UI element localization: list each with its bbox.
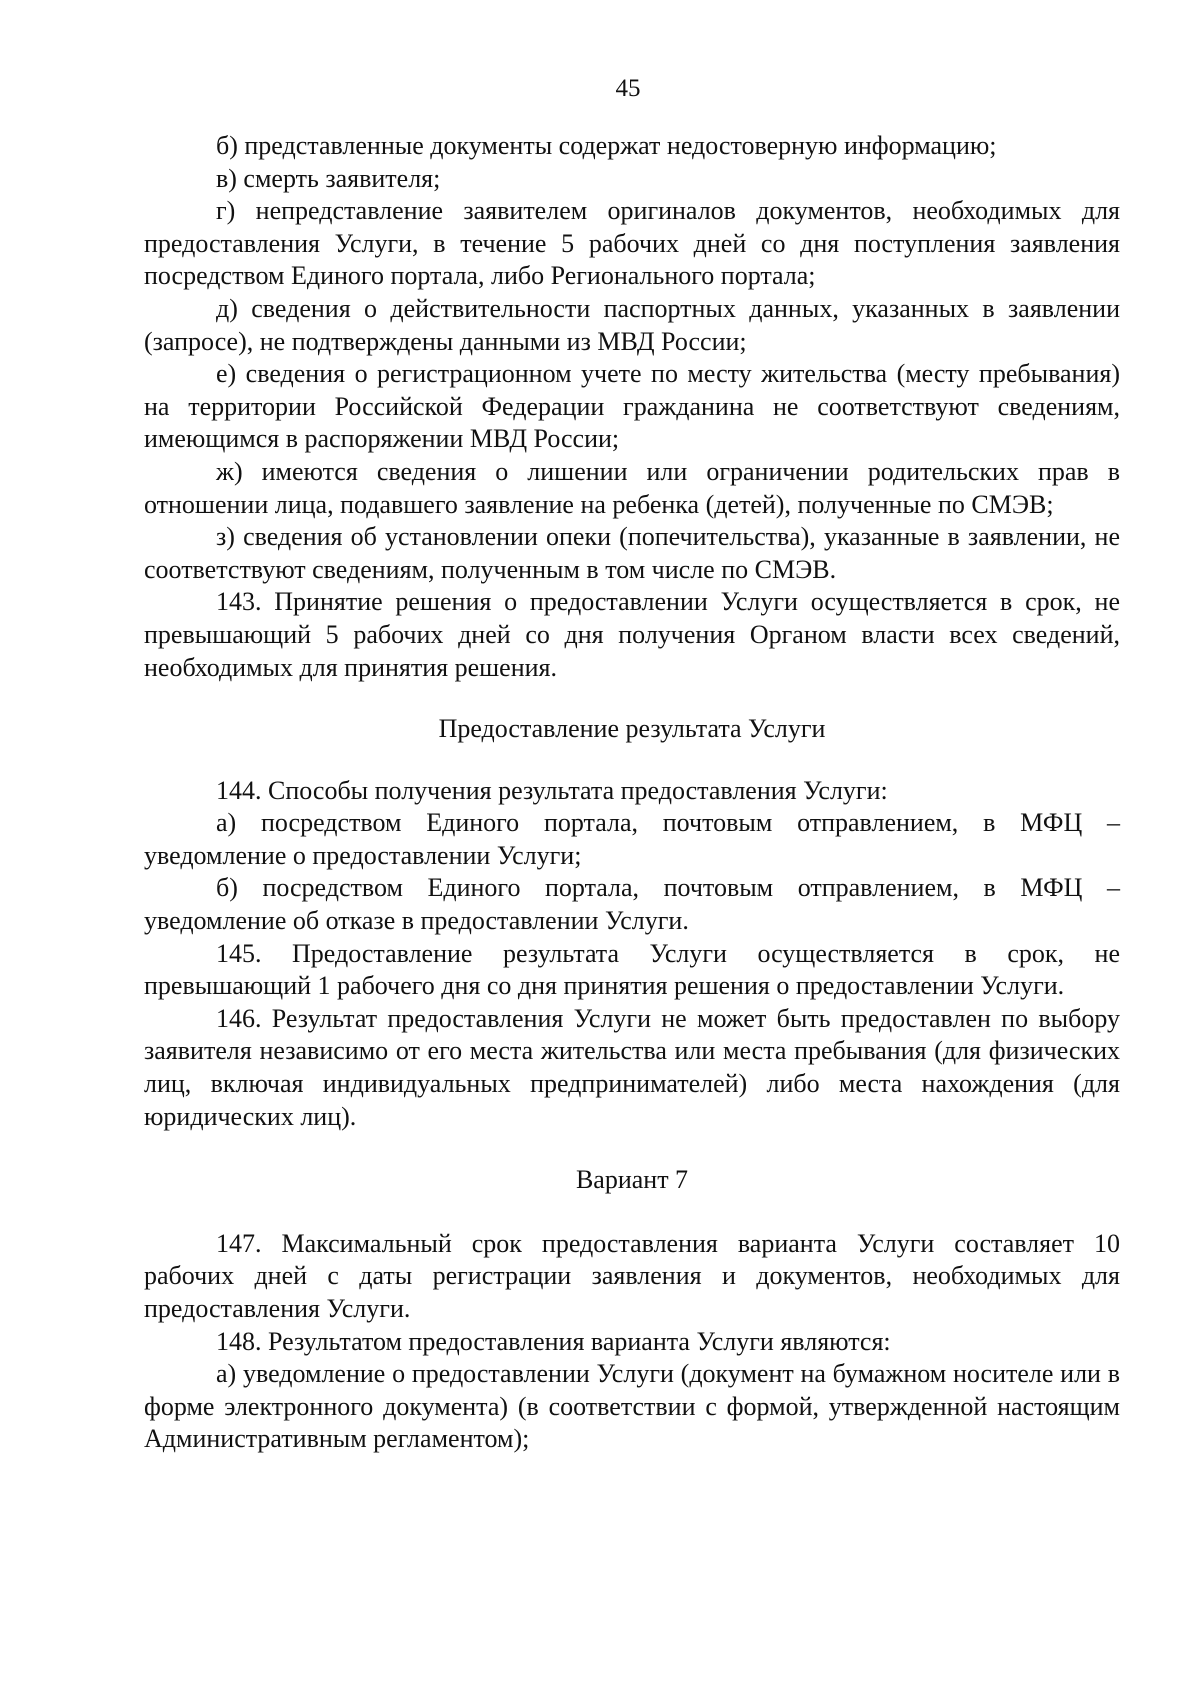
paragraph-143: 143. Принятие решения о предоставлении Услуги осуществляется в срок, не превышающий 5 рабочих дней со дня получения Органом власти всех сведений, необходимых для принятия решения. — [144, 587, 1120, 682]
paragraph-e-registration: е) сведения о регистрационном учете по месту жительства (месту пребывания) на территории Российской Федерации гражданина не соответствуют сведениям, имеющимся в распоряжении МВД России; — [144, 359, 1120, 454]
paragraph-zh-parental-rights: ж) имеются сведения о лишении или ограничении родительских прав в отношении лица, подавшего заявление на ребенка (детей), полученные по СМЭВ; — [144, 456, 1120, 519]
paragraph-145: 145. Предоставление результата Услуги осуществляется в срок, не превышающий 1 рабочего дня со дня принятия решения о предоставлении Услуги. — [144, 938, 1120, 1001]
document-body — [144, 130, 1120, 1456]
section-heading-variant-7: Вариант 7 — [575, 1165, 689, 1195]
paragraph-148: 148. Результатом предоставления варианта Услуги являются: — [216, 1326, 891, 1356]
page-number: 45 — [615, 75, 641, 102]
paragraph-144: 144. Способы получения результата предоставления Услуги: — [216, 775, 888, 805]
paragraph-g-originals: г) непредставление заявителем оригиналов документов, необходимых для предоставления Услуги, в течение 5 рабочих дней со дня поступления заявления посредством Единого портала, либо Регионального портала; — [144, 196, 1120, 291]
section-heading-result: Предоставление результата Услуги — [438, 714, 826, 744]
paragraph-144-b: б) посредством Единого портала, почтовым отправлением, в МФЦ – уведомление об отказе в предоставлении Услуги. — [144, 873, 1120, 936]
paragraph-d-passport: д) сведения о действительности паспортных данных, указанных в заявлении (запросе), не подтверждены данными из МВД России; — [144, 293, 1120, 356]
paragraph-v-death: в) смерть заявителя; — [216, 163, 441, 193]
paragraph-b-unreliable-info: б) представленные документы содержат недостоверную информацию; — [216, 131, 997, 160]
paragraph-148-a: а) уведомление о предоставлении Услуги (документ на бумажном носителе или в форме электронного документа) (в соответствии с формой, утвержденной настоящим Административным регламентом); — [144, 1359, 1120, 1454]
paragraph-146: 146. Результат предоставления Услуги не может быть предоставлен по выбору заявителя независимо от его места жительства или места пребывания (для физических лиц, включая индивидуальных предпринимателей) либо места нахождения (для юридических лиц). — [144, 1003, 1120, 1131]
paragraph-144-a: а) посредством Единого портала, почтовым отправлением, в МФЦ – уведомление о предоставлении Услуги; — [144, 808, 1120, 870]
paragraph-147: 147. Максимальный срок предоставления варианта Услуги составляет 10 рабочих дней с даты регистрации заявления и документов, необходимых для предоставления Услуги. — [144, 1228, 1120, 1323]
paragraph-z-guardianship: з) сведения об установлении опеки (попечительства), указанные в заявлении, не соответствуют сведениям, полученным в том числе по СМЭВ. — [144, 522, 1120, 584]
